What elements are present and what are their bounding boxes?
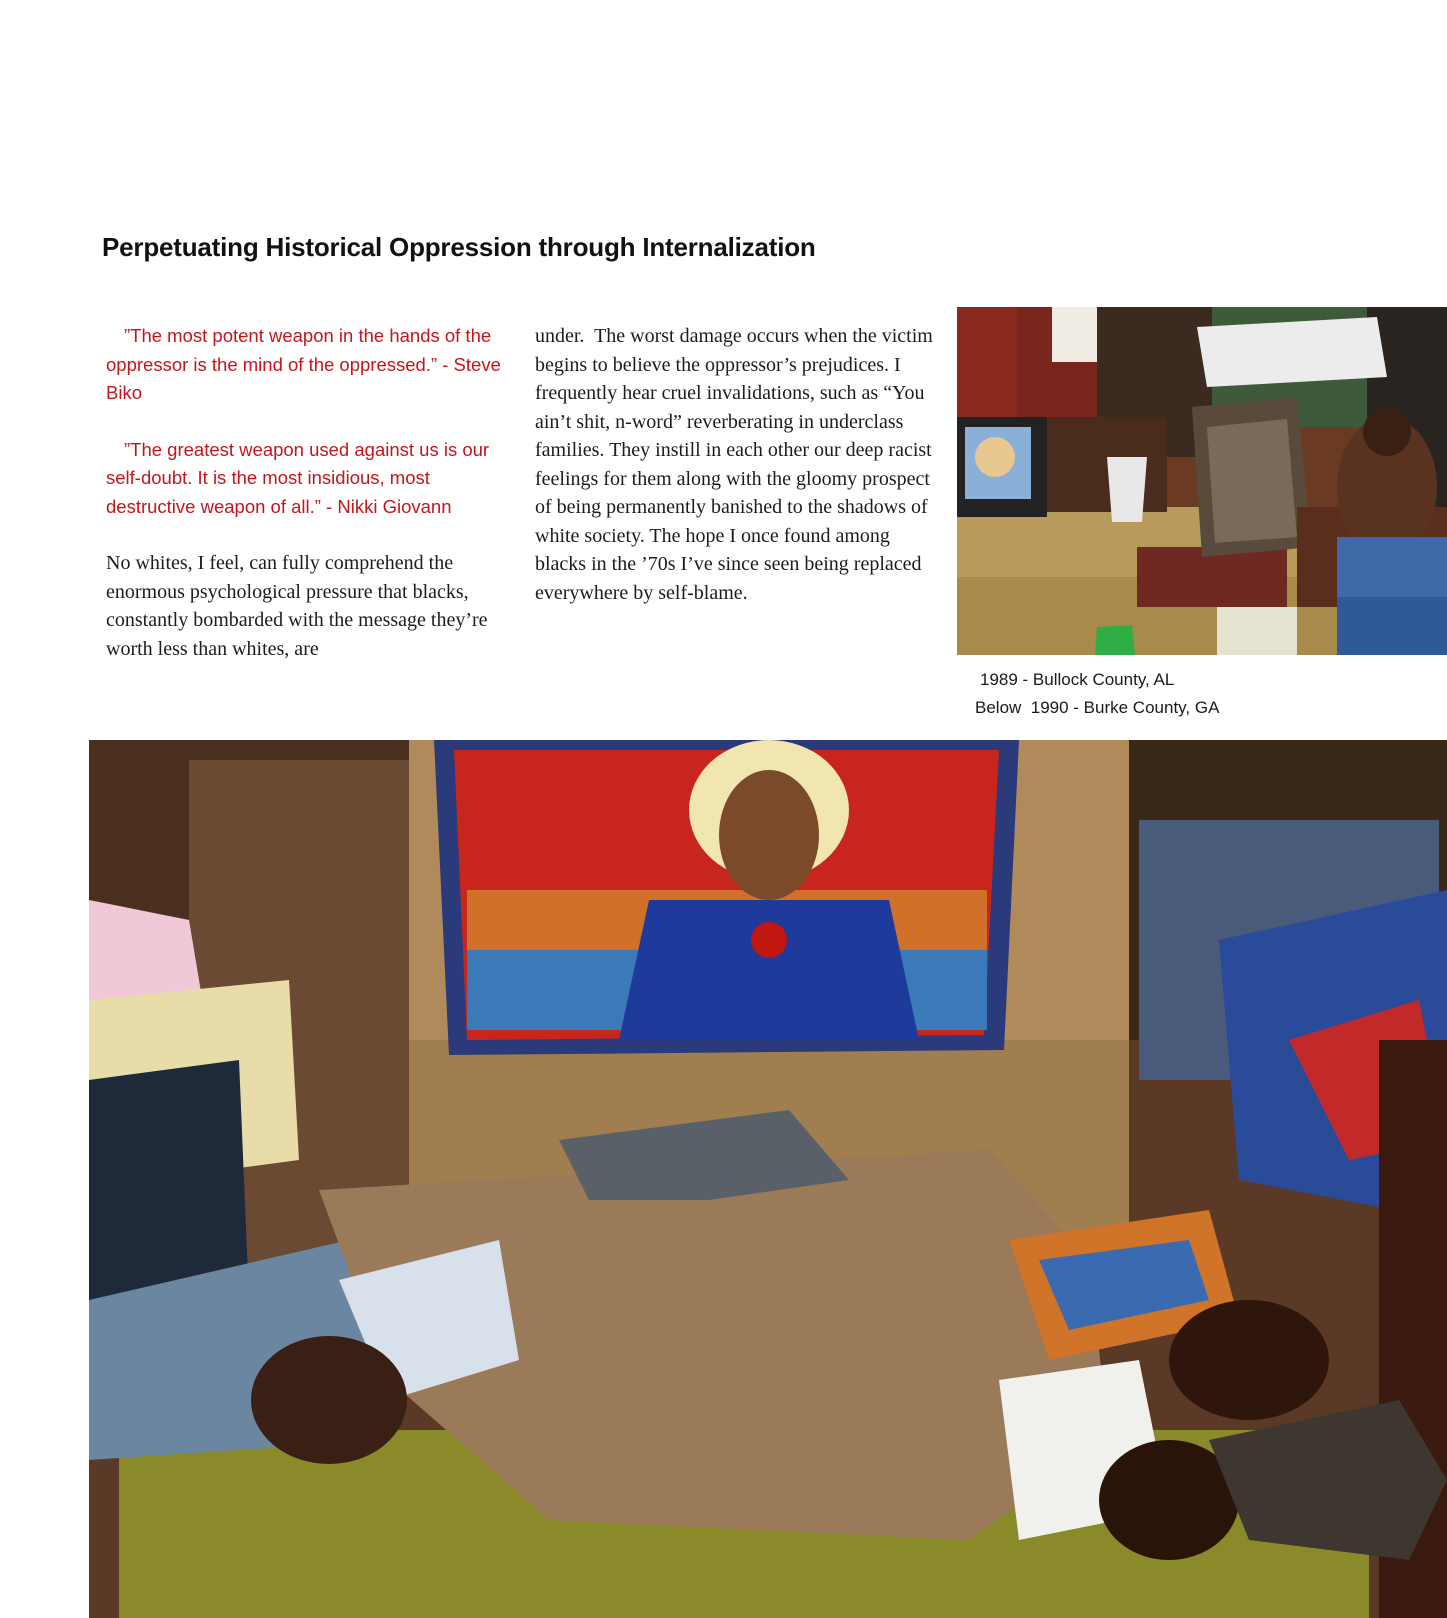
text-column-left [106, 322, 511, 663]
photo-children-sleeping [89, 740, 1447, 1618]
pull-quote-biko: ”The most potent weapon in the hands of the oppressor is the mind of the oppressed.” - Steve Biko [106, 325, 501, 403]
page-title: Perpetuating Historical Oppression through Internalization [102, 232, 816, 262]
photo-living-room-illustration [957, 307, 1447, 655]
photo-captions [975, 666, 1219, 722]
photo-children-sleeping-illustration [89, 740, 1447, 1618]
caption-bottom-photo: Below 1990 - Burke County, GA [975, 698, 1220, 717]
body-paragraph-start: No whites, I feel, can fully comprehend the enormous psychological pressure that blacks, constantly bombarded with the message they’re worth less than whites, are [106, 552, 488, 660]
pull-quote-giovanni: ”The greatest weapon used against us is our self-doubt. It is the most insidious, most destructive weapon of all.” - Nikki Giovann [106, 438, 490, 517]
text-column-right [535, 322, 940, 607]
caption-top-photo: 1989 - Bullock County, AL [980, 670, 1175, 689]
body-paragraph-continued: under. The worst damage occurs when the victim begins to believe the oppressor’s prejudices. I frequently hear cruel invalidations, such as “You ain’t shit, n-word” reverberating in underclass families. They instill in each other our deep racist feelings for them along with the gloomy prospect of being permanently banished to the shadows of white society. The hope I once found among blacks in the ’70s I’ve since seen being replaced everywhere by self-blame. [535, 325, 933, 604]
photo-living-room [957, 307, 1447, 655]
